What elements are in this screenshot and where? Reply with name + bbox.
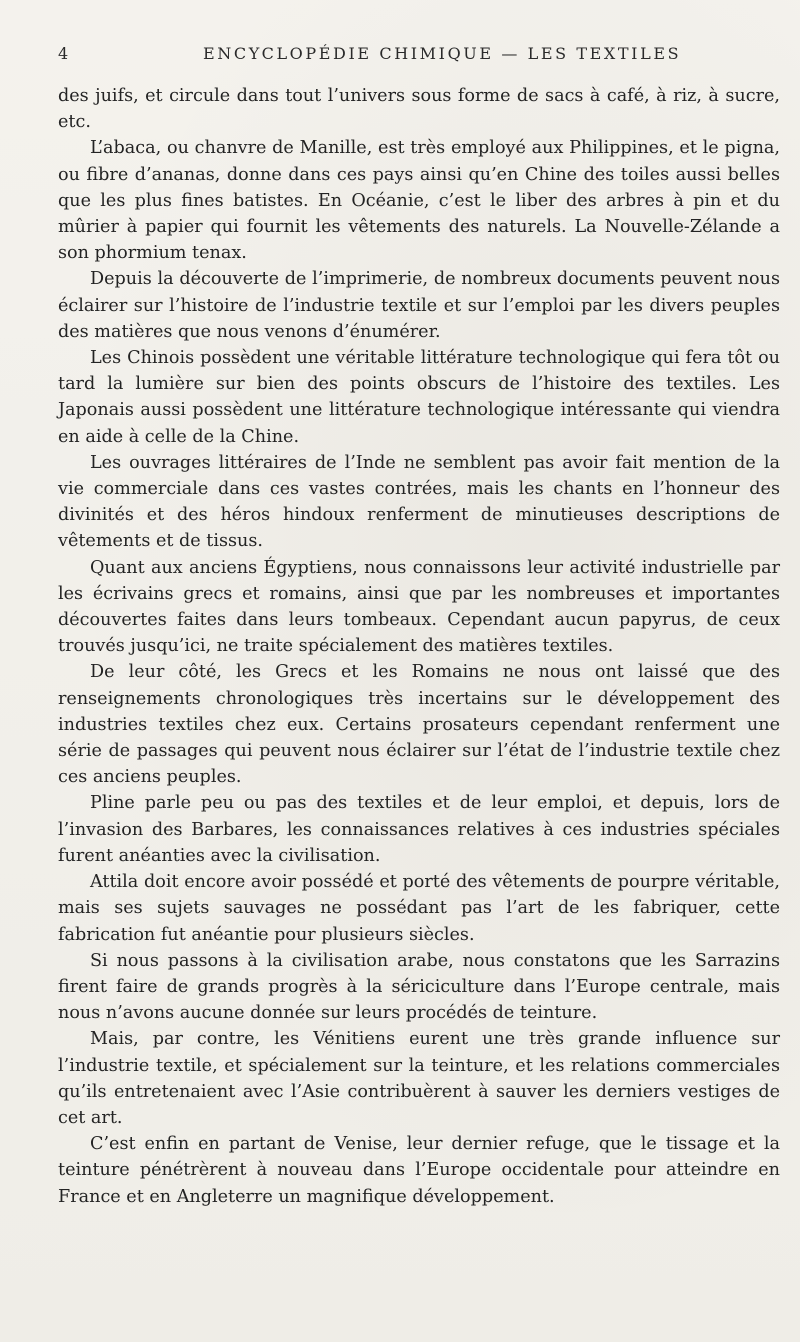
body-text — [58, 83, 780, 1210]
paragraph-venise: C’est enfin en partant de Venise, leur dernier refuge, que le tissage et la teinture pénétrèrent à nouveau dans l’Europe occidentale pour atteindre en France et en Angleterre un magnifique développement. — [58, 1134, 780, 1207]
paragraph-imprimerie: Depuis la découverte de l’imprimerie, de nombreux documents peuvent nous éclairer sur l’histoire de l’industrie textile et sur l’emploi par les divers peuples des matières que nous venons d’énumérer. — [58, 269, 780, 342]
paragraph-venitiens: Mais, par contre, les Vénitiens eurent une très grande influence sur l’industrie textile, et spécialement sur la teinture, et les relations commerciales qu’ils entretenaient avec l’Asie contribuèrent à sauver les derniers vestiges de cet art. — [58, 1029, 780, 1128]
paragraph-inde: Les ouvrages littéraires de l’Inde ne semblent pas avoir fait mention de la vie commerciale dans ces vastes contrées, mais les chants en l’honneur des divinités et des héros hindoux renferment de minutieuses descriptions de vêtements et de tissus. — [58, 452, 780, 552]
paragraph-chinois: Les Chinois possèdent une véritable littérature technologique qui fera tôt ou tard la lumière sur bien des points obscurs de l’histoire des textiles. Les Japonais aussi possèdent une littérature technologique intéressante qui viendra en aide à celle de la Chine. — [58, 348, 780, 447]
page-number: 4 — [58, 44, 69, 63]
paragraph-arabe: Si nous passons à la civilisation arabe, nous constatons que les Sarrazins firent faire de grands progrès à la sériciculture dans l’Europe centrale, mais nous n’avons aucune donnée sur leurs procédés de teinture. — [58, 950, 780, 1024]
paragraph-continued: des juifs, et circule dans tout l’univers sous forme de sacs à café, à riz, à sucre, etc. — [58, 86, 780, 133]
paragraph-egyptiens: Quant aux anciens Égyptiens, nous connaissons leur activité industrielle par les écrivains grecs et romains, ainsi que par les nombreuses et importantes découvertes faites dans leurs tombeaux. Cependant aucun papyrus, de ceux trouvés jusqu’ici, ne traite spécialement des matières textiles. — [58, 557, 780, 657]
paragraph-abaca: L’abaca, ou chanvre de Manille, est très employé aux Philippines, et le pigna, ou fibre d’ananas, donne dans ces pays ainsi qu’en Chine des toiles aussi belles que les plus fines batistes. En Océanie, c’est le liber des arbres à pin et du mûrier à papier qui fournit les vêtements des naturels. La Nouvelle-Zélande a son phormium tenax. — [58, 138, 780, 264]
paragraph-attila: Attila doit encore avoir possédé et porté des vêtements de pourpre véritable, mais ses sujets sauvages ne possédant pas l’art de les fabriquer, cette fabrication fut anéantie pour plusieurs siècles. — [58, 872, 780, 945]
paragraph-grecs-romains: De leur côté, les Grecs et les Romains ne nous ont laissé que des renseignements chronologiques très incertains sur le développement des industries textiles chez eux. Certains prosateurs cependant renferment une série de passages qui peuvent nous éclairer sur l’état de l’industrie textile chez ces anciens peuples. — [58, 662, 780, 788]
paragraph-pline: Pline parle peu ou pas des textiles et de leur emploi, et depuis, lors de l’invasion des Barbares, les connaissances relatives à ces industries spéciales furent anéanties avec la civilisation. — [58, 793, 780, 866]
running-title: ENCYCLOPÉDIE CHIMIQUE — LES TEXTILES — [203, 44, 682, 63]
page-header — [58, 44, 770, 72]
